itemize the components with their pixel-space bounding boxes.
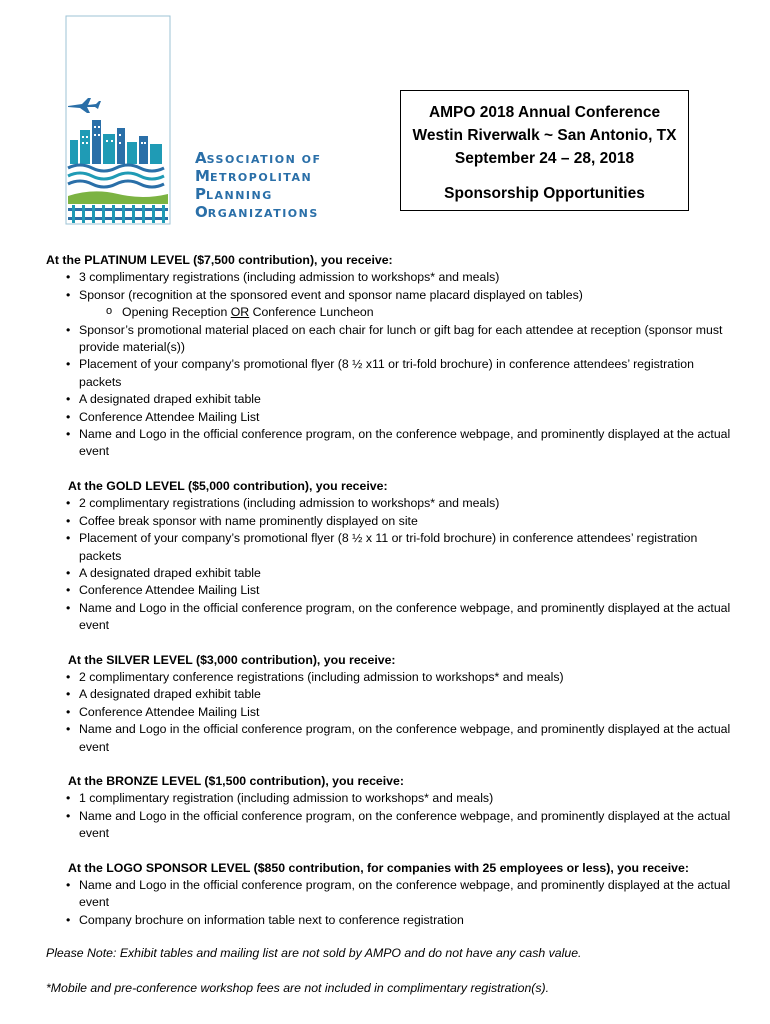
list-item: • Placement of your company’s promotional flyer (8 ½ x 11 or tri-fold brochure) in conference attendees’ registration packets (79, 530, 736, 565)
logo-line-1: ASSOCIATION OF (195, 149, 322, 167)
list-item: • 2 complimentary registrations (including admission to workshops* and meals) (79, 495, 736, 512)
conference-venue: Westin Riverwalk ~ San Antonio, TX (412, 127, 677, 144)
logo-line-4: ORGANIZATIONS (195, 203, 319, 221)
platinum-benefits (46, 269, 736, 304)
list-item: • 1 complimentary registration (including admission to workshops* and meals) (79, 790, 736, 807)
conference-dates: September 24 – 28, 2018 (454, 150, 635, 167)
list-item: • 3 complimentary registrations (including admission to workshops* and meals) (79, 269, 736, 286)
gold-heading: At the GOLD LEVEL ($5,000 contribution), you receive: (68, 478, 388, 493)
list-item: • A designated draped exhibit table (79, 391, 736, 408)
list-item: • Conference Attendee Mailing List (79, 582, 736, 599)
workshop-fee-note: *Mobile and pre-conference workshop fees are not included in complimentary registration(s). (46, 980, 550, 995)
list-item: • A designated draped exhibit table (79, 565, 736, 582)
sub-option-b: Conference Luncheon (249, 305, 374, 320)
list-item: • Sponsor (recognition at the sponsored event and sponsor name placard displayed on tables) (79, 287, 736, 304)
list-item: • Sponsor’s promotional material placed on each chair for lunch or gift bag for each attendee at reception (sponsor must provide material(s)) (79, 322, 736, 357)
list-item: • Name and Logo in the official conference program, on the conference webpage, and prominently displayed at the actual event (79, 600, 736, 635)
list-item: • Name and Logo in the official conference program, on the conference webpage, and prominently displayed at the actual event (79, 808, 736, 843)
list-item: • Coffee break sponsor with name prominently displayed on site (79, 513, 736, 530)
sub-option-or: OR (230, 305, 250, 320)
silver-benefits (46, 669, 736, 756)
list-item: • A designated draped exhibit table (79, 686, 736, 703)
sub-list-item (122, 304, 736, 321)
platinum-sub-options (46, 304, 736, 321)
list-item: • Name and Logo in the official conference program, on the conference webpage, and prominently displayed at the actual event (79, 426, 736, 461)
list-item: • Company brochure on information table next to conference registration (79, 912, 736, 929)
list-item: • Conference Attendee Mailing List (79, 704, 736, 721)
list-item: • 2 complimentary conference registrations (including admission to workshops* and meals) (79, 669, 736, 686)
city-river-logo-icon (60, 12, 200, 227)
logo-line-2: METROPOLITAN (195, 167, 313, 185)
list-item: • Name and Logo in the official conference program, on the conference webpage, and prominently displayed at the actual event (79, 721, 736, 756)
conference-name: AMPO 2018 Annual Conference (428, 104, 661, 121)
logo-sponsor-benefits (46, 877, 736, 929)
sponsorship-content (46, 252, 736, 997)
list-item: • Conference Attendee Mailing List (79, 409, 736, 426)
logo-line-3: PLANNING (195, 185, 273, 203)
platinum-heading: At the PLATINUM LEVEL ($7,500 contribution), you receive: (46, 253, 393, 267)
bronze-benefits (46, 790, 736, 842)
document-title: Sponsorship Opportunities (444, 185, 645, 202)
gold-benefits (46, 495, 736, 634)
list-item: • Name and Logo in the official conference program, on the conference webpage, and prominently displayed at the actual event (79, 877, 736, 912)
exhibit-note: Please Note: Exhibit tables and mailing list are not sold by AMPO and do not have any cash value. (46, 946, 582, 961)
logo-sponsor-heading: At the LOGO SPONSOR LEVEL ($850 contribution, for companies with 25 employees or less), you receive: (68, 860, 689, 875)
conference-title-box (400, 90, 689, 211)
sub-option-a: Opening Reception (122, 305, 231, 320)
logo-wordmark (195, 150, 385, 222)
list-item: • Placement of your company’s promotional flyer (8 ½ x11 or tri-fold brochure) in conference attendees’ registration packets (79, 356, 736, 391)
platinum-benefits-cont (46, 322, 736, 461)
bronze-heading: At the BRONZE LEVEL ($1,500 contribution), you receive: (68, 773, 404, 788)
silver-heading: At the SILVER LEVEL ($3,000 contribution), you receive: (68, 652, 396, 667)
